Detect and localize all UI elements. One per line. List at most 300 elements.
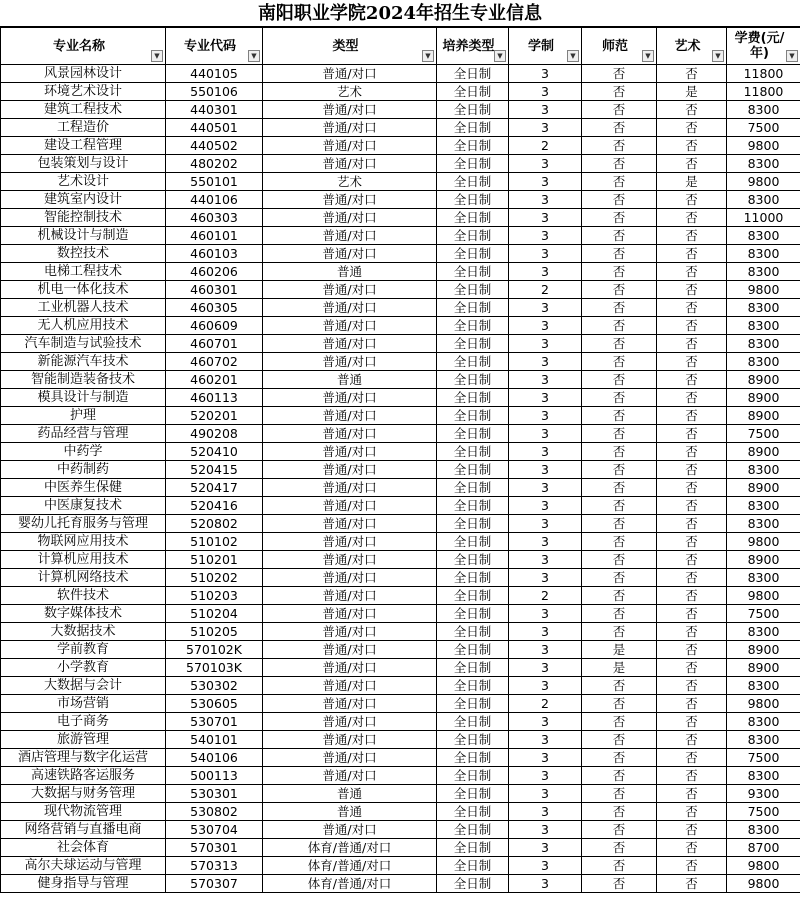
- cell-tuition[interactable]: 8300: [727, 155, 800, 173]
- cell-major-name[interactable]: 高速铁路客运服务: [1, 767, 166, 785]
- cell-major-code[interactable]: 520201: [166, 407, 263, 425]
- cell-tuition[interactable]: 8300: [727, 731, 800, 749]
- cell-training-type[interactable]: 全日制: [437, 407, 509, 425]
- cell-art[interactable]: 否: [657, 605, 727, 623]
- cell-tuition[interactable]: 9800: [727, 137, 800, 155]
- cell-tuition[interactable]: 9800: [727, 173, 800, 191]
- cell-training-type[interactable]: 全日制: [437, 623, 509, 641]
- cell-major-code[interactable]: 440301: [166, 101, 263, 119]
- cell-duration[interactable]: 3: [509, 677, 582, 695]
- cell-major-name[interactable]: 艺术设计: [1, 173, 166, 191]
- cell-tuition[interactable]: 8300: [727, 101, 800, 119]
- cell-training-type[interactable]: 全日制: [437, 731, 509, 749]
- cell-art[interactable]: 否: [657, 515, 727, 533]
- cell-duration[interactable]: 3: [509, 785, 582, 803]
- cell-normal-school[interactable]: 否: [582, 857, 657, 875]
- cell-tuition[interactable]: 7500: [727, 605, 800, 623]
- cell-major-name[interactable]: 大数据与财务管理: [1, 785, 166, 803]
- cell-major-code[interactable]: 570313: [166, 857, 263, 875]
- cell-training-type[interactable]: 全日制: [437, 281, 509, 299]
- cell-training-type[interactable]: 全日制: [437, 443, 509, 461]
- cell-type[interactable]: 普通: [263, 371, 437, 389]
- cell-duration[interactable]: 3: [509, 767, 582, 785]
- cell-major-code[interactable]: 540101: [166, 731, 263, 749]
- cell-tuition[interactable]: 9800: [727, 281, 800, 299]
- cell-training-type[interactable]: 全日制: [437, 83, 509, 101]
- cell-duration[interactable]: 3: [509, 155, 582, 173]
- cell-tuition[interactable]: 9800: [727, 587, 800, 605]
- cell-normal-school[interactable]: 否: [582, 353, 657, 371]
- cell-duration[interactable]: 3: [509, 461, 582, 479]
- cell-normal-school[interactable]: 否: [582, 335, 657, 353]
- cell-normal-school[interactable]: 否: [582, 443, 657, 461]
- cell-training-type[interactable]: 全日制: [437, 299, 509, 317]
- cell-training-type[interactable]: 全日制: [437, 875, 509, 893]
- cell-training-type[interactable]: 全日制: [437, 533, 509, 551]
- cell-training-type[interactable]: 全日制: [437, 497, 509, 515]
- cell-tuition[interactable]: 8300: [727, 713, 800, 731]
- cell-tuition[interactable]: 9800: [727, 857, 800, 875]
- cell-training-type[interactable]: 全日制: [437, 605, 509, 623]
- cell-duration[interactable]: 3: [509, 641, 582, 659]
- cell-art[interactable]: 否: [657, 425, 727, 443]
- cell-major-code[interactable]: 440501: [166, 119, 263, 137]
- cell-duration[interactable]: 2: [509, 281, 582, 299]
- filter-dropdown-icon[interactable]: ▼: [248, 50, 260, 62]
- cell-major-name[interactable]: 工程造价: [1, 119, 166, 137]
- cell-normal-school[interactable]: 否: [582, 119, 657, 137]
- cell-training-type[interactable]: 全日制: [437, 425, 509, 443]
- cell-normal-school[interactable]: 否: [582, 209, 657, 227]
- cell-art[interactable]: 否: [657, 227, 727, 245]
- cell-tuition[interactable]: 8900: [727, 479, 800, 497]
- cell-major-code[interactable]: 520802: [166, 515, 263, 533]
- cell-major-name[interactable]: 市场营销: [1, 695, 166, 713]
- cell-major-name[interactable]: 健身指导与管理: [1, 875, 166, 893]
- cell-type[interactable]: 普通/对口: [263, 605, 437, 623]
- cell-training-type[interactable]: 全日制: [437, 551, 509, 569]
- cell-type[interactable]: 普通/对口: [263, 119, 437, 137]
- cell-art[interactable]: 否: [657, 281, 727, 299]
- cell-duration[interactable]: 3: [509, 515, 582, 533]
- cell-major-code[interactable]: 550106: [166, 83, 263, 101]
- cell-major-code[interactable]: 570307: [166, 875, 263, 893]
- cell-art[interactable]: 否: [657, 713, 727, 731]
- cell-major-code[interactable]: 520416: [166, 497, 263, 515]
- cell-normal-school[interactable]: 否: [582, 695, 657, 713]
- cell-training-type[interactable]: 全日制: [437, 839, 509, 857]
- cell-major-name[interactable]: 学前教育: [1, 641, 166, 659]
- cell-tuition[interactable]: 9800: [727, 695, 800, 713]
- cell-art[interactable]: 否: [657, 875, 727, 893]
- cell-major-code[interactable]: 530802: [166, 803, 263, 821]
- cell-duration[interactable]: 3: [509, 497, 582, 515]
- cell-major-name[interactable]: 大数据与会计: [1, 677, 166, 695]
- cell-art[interactable]: 否: [657, 803, 727, 821]
- cell-training-type[interactable]: 全日制: [437, 389, 509, 407]
- cell-normal-school[interactable]: 否: [582, 767, 657, 785]
- cell-major-code[interactable]: 530301: [166, 785, 263, 803]
- cell-normal-school[interactable]: 否: [582, 407, 657, 425]
- cell-art[interactable]: 否: [657, 461, 727, 479]
- cell-art[interactable]: 否: [657, 317, 727, 335]
- cell-art[interactable]: 否: [657, 695, 727, 713]
- cell-major-code[interactable]: 460609: [166, 317, 263, 335]
- cell-duration[interactable]: 3: [509, 569, 582, 587]
- cell-tuition[interactable]: 7500: [727, 749, 800, 767]
- cell-art[interactable]: 否: [657, 101, 727, 119]
- cell-tuition[interactable]: 8300: [727, 245, 800, 263]
- cell-major-code[interactable]: 460301: [166, 281, 263, 299]
- cell-major-code[interactable]: 530302: [166, 677, 263, 695]
- cell-major-code[interactable]: 460101: [166, 227, 263, 245]
- cell-type[interactable]: 普通: [263, 803, 437, 821]
- cell-training-type[interactable]: 全日制: [437, 209, 509, 227]
- cell-normal-school[interactable]: 否: [582, 173, 657, 191]
- cell-art[interactable]: 否: [657, 209, 727, 227]
- cell-normal-school[interactable]: 否: [582, 155, 657, 173]
- cell-type[interactable]: 艺术: [263, 173, 437, 191]
- cell-type[interactable]: 普通/对口: [263, 515, 437, 533]
- cell-art[interactable]: 否: [657, 641, 727, 659]
- cell-type[interactable]: 普通/对口: [263, 479, 437, 497]
- cell-type[interactable]: 普通/对口: [263, 533, 437, 551]
- cell-training-type[interactable]: 全日制: [437, 173, 509, 191]
- cell-type[interactable]: 普通/对口: [263, 425, 437, 443]
- cell-duration[interactable]: 3: [509, 353, 582, 371]
- cell-duration[interactable]: 3: [509, 119, 582, 137]
- cell-type[interactable]: 普通/对口: [263, 695, 437, 713]
- cell-training-type[interactable]: 全日制: [437, 857, 509, 875]
- cell-tuition[interactable]: 8700: [727, 839, 800, 857]
- cell-training-type[interactable]: 全日制: [437, 101, 509, 119]
- cell-tuition[interactable]: 8900: [727, 443, 800, 461]
- cell-training-type[interactable]: 全日制: [437, 677, 509, 695]
- cell-art[interactable]: 否: [657, 623, 727, 641]
- cell-normal-school[interactable]: 否: [582, 389, 657, 407]
- cell-major-code[interactable]: 440105: [166, 65, 263, 83]
- cell-tuition[interactable]: 8300: [727, 515, 800, 533]
- cell-training-type[interactable]: 全日制: [437, 227, 509, 245]
- cell-duration[interactable]: 3: [509, 299, 582, 317]
- cell-normal-school[interactable]: 否: [582, 551, 657, 569]
- cell-type[interactable]: 普通/对口: [263, 659, 437, 677]
- filter-dropdown-icon[interactable]: ▼: [151, 50, 163, 62]
- cell-normal-school[interactable]: 否: [582, 317, 657, 335]
- cell-normal-school[interactable]: 否: [582, 227, 657, 245]
- cell-major-code[interactable]: 500113: [166, 767, 263, 785]
- cell-tuition[interactable]: 8900: [727, 659, 800, 677]
- cell-duration[interactable]: 3: [509, 425, 582, 443]
- cell-major-code[interactable]: 460113: [166, 389, 263, 407]
- cell-major-name[interactable]: 计算机应用技术: [1, 551, 166, 569]
- cell-training-type[interactable]: 全日制: [437, 821, 509, 839]
- cell-tuition[interactable]: 8300: [727, 461, 800, 479]
- cell-art[interactable]: 是: [657, 173, 727, 191]
- cell-type[interactable]: 普通/对口: [263, 155, 437, 173]
- cell-major-name[interactable]: 工业机器人技术: [1, 299, 166, 317]
- cell-type[interactable]: 普通/对口: [263, 443, 437, 461]
- cell-art[interactable]: 是: [657, 83, 727, 101]
- cell-major-name[interactable]: 社会体育: [1, 839, 166, 857]
- cell-type[interactable]: 普通/对口: [263, 497, 437, 515]
- cell-art[interactable]: 否: [657, 731, 727, 749]
- cell-normal-school[interactable]: 否: [582, 263, 657, 281]
- cell-tuition[interactable]: 11800: [727, 83, 800, 101]
- cell-major-name[interactable]: 大数据技术: [1, 623, 166, 641]
- cell-training-type[interactable]: 全日制: [437, 317, 509, 335]
- cell-training-type[interactable]: 全日制: [437, 335, 509, 353]
- filter-dropdown-icon[interactable]: ▼: [642, 50, 654, 62]
- cell-duration[interactable]: 3: [509, 479, 582, 497]
- cell-training-type[interactable]: 全日制: [437, 803, 509, 821]
- cell-normal-school[interactable]: 否: [582, 731, 657, 749]
- cell-major-name[interactable]: 小学教育: [1, 659, 166, 677]
- cell-training-type[interactable]: 全日制: [437, 65, 509, 83]
- cell-training-type[interactable]: 全日制: [437, 191, 509, 209]
- cell-major-code[interactable]: 510102: [166, 533, 263, 551]
- cell-major-name[interactable]: 药品经营与管理: [1, 425, 166, 443]
- cell-tuition[interactable]: 11000: [727, 209, 800, 227]
- cell-major-code[interactable]: 440106: [166, 191, 263, 209]
- cell-type[interactable]: 普通/对口: [263, 461, 437, 479]
- cell-training-type[interactable]: 全日制: [437, 785, 509, 803]
- cell-normal-school[interactable]: 否: [582, 677, 657, 695]
- cell-normal-school[interactable]: 否: [582, 371, 657, 389]
- cell-duration[interactable]: 2: [509, 137, 582, 155]
- cell-major-code[interactable]: 530701: [166, 713, 263, 731]
- cell-duration[interactable]: 3: [509, 857, 582, 875]
- cell-major-name[interactable]: 新能源汽车技术: [1, 353, 166, 371]
- cell-tuition[interactable]: 8300: [727, 317, 800, 335]
- cell-duration[interactable]: 3: [509, 821, 582, 839]
- cell-normal-school[interactable]: 否: [582, 83, 657, 101]
- cell-normal-school[interactable]: 否: [582, 281, 657, 299]
- cell-type[interactable]: 普通/对口: [263, 227, 437, 245]
- cell-normal-school[interactable]: 否: [582, 587, 657, 605]
- cell-major-code[interactable]: 510202: [166, 569, 263, 587]
- cell-art[interactable]: 否: [657, 677, 727, 695]
- cell-type[interactable]: 普通/对口: [263, 65, 437, 83]
- cell-type[interactable]: 体育/普通/对口: [263, 875, 437, 893]
- cell-major-name[interactable]: 包装策划与设计: [1, 155, 166, 173]
- cell-major-name[interactable]: 现代物流管理: [1, 803, 166, 821]
- cell-training-type[interactable]: 全日制: [437, 695, 509, 713]
- cell-duration[interactable]: 3: [509, 101, 582, 119]
- cell-normal-school[interactable]: 否: [582, 785, 657, 803]
- cell-tuition[interactable]: 8900: [727, 389, 800, 407]
- cell-duration[interactable]: 3: [509, 209, 582, 227]
- cell-normal-school[interactable]: 否: [582, 569, 657, 587]
- cell-tuition[interactable]: 8300: [727, 191, 800, 209]
- cell-type[interactable]: 普通/对口: [263, 731, 437, 749]
- cell-training-type[interactable]: 全日制: [437, 641, 509, 659]
- cell-major-name[interactable]: 环境艺术设计: [1, 83, 166, 101]
- cell-major-code[interactable]: 460702: [166, 353, 263, 371]
- cell-art[interactable]: 否: [657, 137, 727, 155]
- cell-duration[interactable]: 3: [509, 83, 582, 101]
- cell-type[interactable]: 普通/对口: [263, 551, 437, 569]
- cell-duration[interactable]: 3: [509, 443, 582, 461]
- cell-normal-school[interactable]: 否: [582, 713, 657, 731]
- cell-training-type[interactable]: 全日制: [437, 749, 509, 767]
- cell-tuition[interactable]: 11800: [727, 65, 800, 83]
- cell-duration[interactable]: 3: [509, 713, 582, 731]
- cell-major-name[interactable]: 婴幼儿托育服务与管理: [1, 515, 166, 533]
- cell-type[interactable]: 普通/对口: [263, 677, 437, 695]
- cell-major-code[interactable]: 510205: [166, 623, 263, 641]
- cell-major-name[interactable]: 中医康复技术: [1, 497, 166, 515]
- cell-training-type[interactable]: 全日制: [437, 659, 509, 677]
- cell-art[interactable]: 否: [657, 65, 727, 83]
- cell-duration[interactable]: 3: [509, 533, 582, 551]
- cell-major-name[interactable]: 中药制药: [1, 461, 166, 479]
- cell-major-name[interactable]: 旅游管理: [1, 731, 166, 749]
- cell-major-name[interactable]: 智能制造装备技术: [1, 371, 166, 389]
- cell-major-name[interactable]: 护理: [1, 407, 166, 425]
- cell-major-name[interactable]: 软件技术: [1, 587, 166, 605]
- cell-major-name[interactable]: 高尔夫球运动与管理: [1, 857, 166, 875]
- cell-major-name[interactable]: 智能控制技术: [1, 209, 166, 227]
- cell-tuition[interactable]: 8300: [727, 299, 800, 317]
- cell-tuition[interactable]: 8300: [727, 335, 800, 353]
- cell-training-type[interactable]: 全日制: [437, 461, 509, 479]
- cell-duration[interactable]: 3: [509, 191, 582, 209]
- cell-type[interactable]: 普通/对口: [263, 569, 437, 587]
- cell-normal-school[interactable]: 否: [582, 191, 657, 209]
- cell-normal-school[interactable]: 否: [582, 605, 657, 623]
- cell-type[interactable]: 普通/对口: [263, 713, 437, 731]
- cell-training-type[interactable]: 全日制: [437, 479, 509, 497]
- cell-duration[interactable]: 3: [509, 227, 582, 245]
- cell-type[interactable]: 体育/普通/对口: [263, 857, 437, 875]
- cell-tuition[interactable]: 8300: [727, 569, 800, 587]
- cell-training-type[interactable]: 全日制: [437, 587, 509, 605]
- filter-dropdown-icon[interactable]: ▼: [786, 50, 798, 62]
- cell-duration[interactable]: 3: [509, 371, 582, 389]
- filter-dropdown-icon[interactable]: ▼: [422, 50, 434, 62]
- cell-tuition[interactable]: 7500: [727, 425, 800, 443]
- cell-major-name[interactable]: 数字媒体技术: [1, 605, 166, 623]
- cell-art[interactable]: 否: [657, 785, 727, 803]
- cell-major-name[interactable]: 汽车制造与试验技术: [1, 335, 166, 353]
- cell-normal-school[interactable]: 否: [582, 515, 657, 533]
- cell-major-name[interactable]: 机电一体化技术: [1, 281, 166, 299]
- cell-duration[interactable]: 3: [509, 803, 582, 821]
- cell-major-code[interactable]: 530605: [166, 695, 263, 713]
- cell-duration[interactable]: 3: [509, 875, 582, 893]
- cell-art[interactable]: 否: [657, 479, 727, 497]
- cell-major-code[interactable]: 520415: [166, 461, 263, 479]
- cell-major-code[interactable]: 440502: [166, 137, 263, 155]
- cell-major-name[interactable]: 无人机应用技术: [1, 317, 166, 335]
- cell-type[interactable]: 普通/对口: [263, 623, 437, 641]
- cell-training-type[interactable]: 全日制: [437, 767, 509, 785]
- cell-training-type[interactable]: 全日制: [437, 263, 509, 281]
- cell-art[interactable]: 否: [657, 587, 727, 605]
- cell-major-code[interactable]: 490208: [166, 425, 263, 443]
- cell-tuition[interactable]: 8900: [727, 551, 800, 569]
- filter-dropdown-icon[interactable]: ▼: [494, 50, 506, 62]
- cell-major-code[interactable]: 510203: [166, 587, 263, 605]
- cell-normal-school[interactable]: 否: [582, 803, 657, 821]
- cell-normal-school[interactable]: 否: [582, 821, 657, 839]
- cell-type[interactable]: 普通/对口: [263, 749, 437, 767]
- cell-tuition[interactable]: 7500: [727, 119, 800, 137]
- cell-training-type[interactable]: 全日制: [437, 569, 509, 587]
- cell-major-name[interactable]: 电子商务: [1, 713, 166, 731]
- cell-normal-school[interactable]: 是: [582, 659, 657, 677]
- cell-type[interactable]: 普通/对口: [263, 641, 437, 659]
- cell-art[interactable]: 否: [657, 245, 727, 263]
- cell-type[interactable]: 普通/对口: [263, 281, 437, 299]
- cell-major-code[interactable]: 460206: [166, 263, 263, 281]
- cell-type[interactable]: 普通/对口: [263, 101, 437, 119]
- cell-art[interactable]: 否: [657, 533, 727, 551]
- cell-duration[interactable]: 3: [509, 551, 582, 569]
- cell-major-name[interactable]: 电梯工程技术: [1, 263, 166, 281]
- cell-major-name[interactable]: 建设工程管理: [1, 137, 166, 155]
- cell-tuition[interactable]: 7500: [727, 803, 800, 821]
- cell-major-name[interactable]: 建筑室内设计: [1, 191, 166, 209]
- cell-type[interactable]: 普通/对口: [263, 191, 437, 209]
- cell-duration[interactable]: 3: [509, 389, 582, 407]
- cell-type[interactable]: 普通/对口: [263, 821, 437, 839]
- filter-dropdown-icon[interactable]: ▼: [712, 50, 724, 62]
- cell-major-name[interactable]: 机械设计与制造: [1, 227, 166, 245]
- cell-training-type[interactable]: 全日制: [437, 371, 509, 389]
- cell-major-code[interactable]: 570301: [166, 839, 263, 857]
- cell-major-code[interactable]: 570103K: [166, 659, 263, 677]
- cell-art[interactable]: 否: [657, 497, 727, 515]
- cell-major-name[interactable]: 风景园林设计: [1, 65, 166, 83]
- cell-type[interactable]: 普通/对口: [263, 389, 437, 407]
- cell-major-name[interactable]: 模具设计与制造: [1, 389, 166, 407]
- cell-normal-school[interactable]: 否: [582, 299, 657, 317]
- cell-art[interactable]: 否: [657, 857, 727, 875]
- cell-tuition[interactable]: 9800: [727, 875, 800, 893]
- cell-major-code[interactable]: 460303: [166, 209, 263, 227]
- cell-duration[interactable]: 3: [509, 407, 582, 425]
- cell-art[interactable]: 否: [657, 839, 727, 857]
- cell-type[interactable]: 体育/普通/对口: [263, 839, 437, 857]
- cell-major-code[interactable]: 530704: [166, 821, 263, 839]
- cell-tuition[interactable]: 8900: [727, 641, 800, 659]
- cell-type[interactable]: 普通: [263, 785, 437, 803]
- cell-training-type[interactable]: 全日制: [437, 515, 509, 533]
- cell-type[interactable]: 普通/对口: [263, 353, 437, 371]
- cell-duration[interactable]: 3: [509, 659, 582, 677]
- cell-tuition[interactable]: 8300: [727, 263, 800, 281]
- cell-tuition[interactable]: 8300: [727, 677, 800, 695]
- cell-duration[interactable]: 3: [509, 65, 582, 83]
- cell-art[interactable]: 否: [657, 155, 727, 173]
- cell-training-type[interactable]: 全日制: [437, 155, 509, 173]
- cell-tuition[interactable]: 8300: [727, 821, 800, 839]
- cell-major-name[interactable]: 计算机网络技术: [1, 569, 166, 587]
- cell-major-code[interactable]: 550101: [166, 173, 263, 191]
- cell-normal-school[interactable]: 否: [582, 425, 657, 443]
- cell-major-code[interactable]: 460305: [166, 299, 263, 317]
- cell-art[interactable]: 否: [657, 407, 727, 425]
- cell-art[interactable]: 否: [657, 119, 727, 137]
- cell-major-code[interactable]: 460701: [166, 335, 263, 353]
- cell-type[interactable]: 普通/对口: [263, 335, 437, 353]
- cell-major-name[interactable]: 中药学: [1, 443, 166, 461]
- cell-normal-school[interactable]: 是: [582, 641, 657, 659]
- cell-duration[interactable]: 3: [509, 623, 582, 641]
- cell-duration[interactable]: 2: [509, 695, 582, 713]
